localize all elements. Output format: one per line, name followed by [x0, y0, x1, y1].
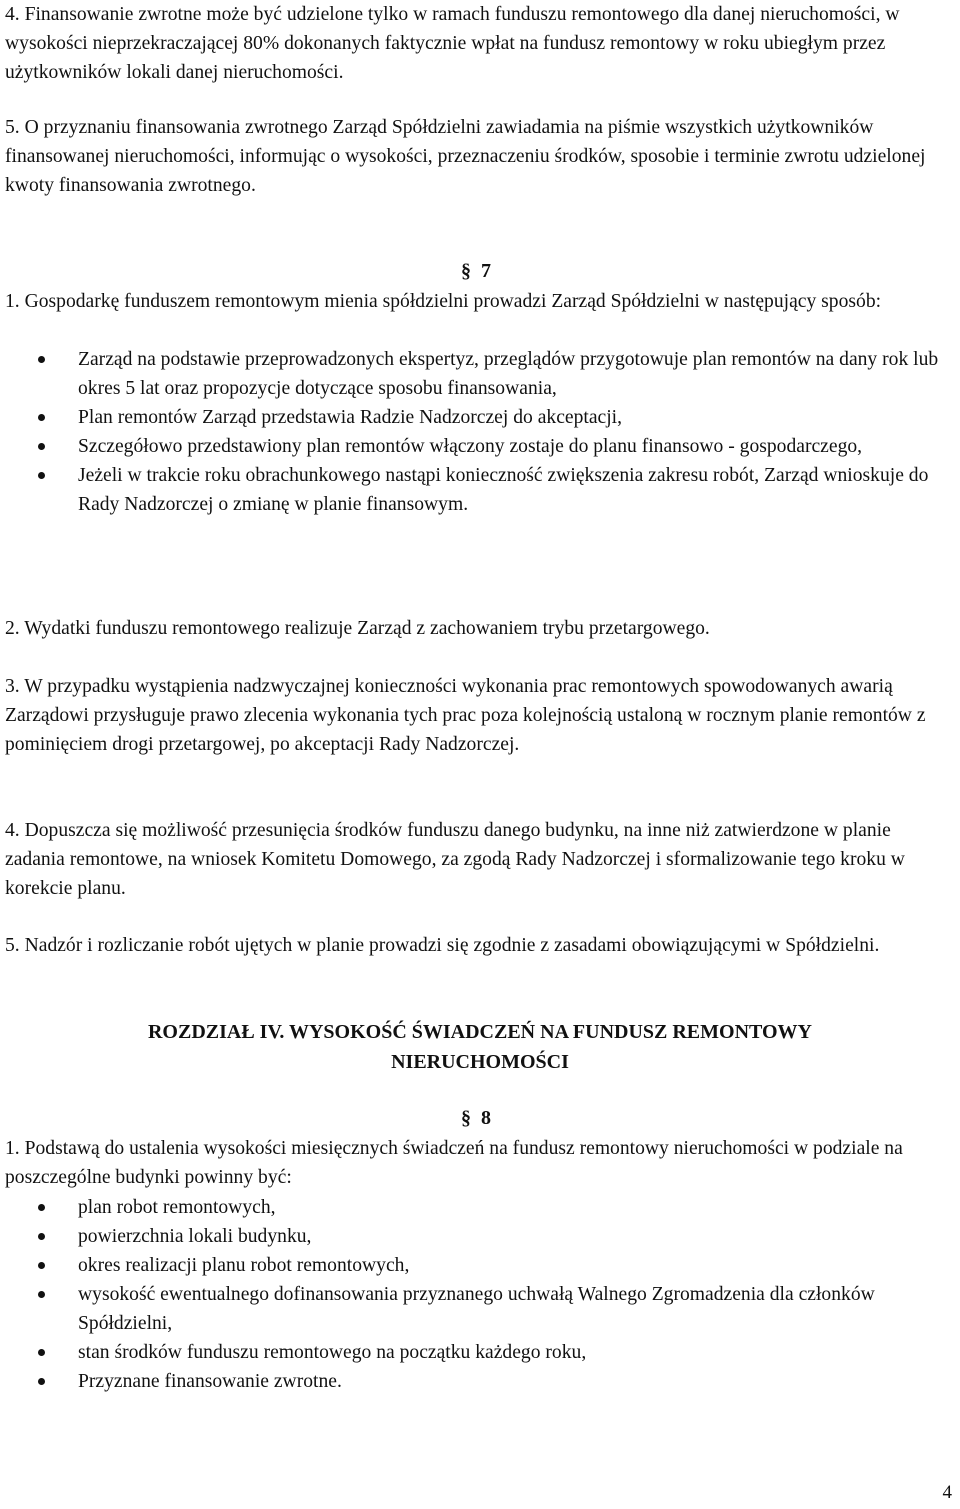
list-item — [5, 461, 957, 519]
list-item — [5, 1367, 957, 1396]
bullet-icon — [38, 356, 45, 363]
list-item — [5, 1251, 957, 1280]
list-item — [5, 432, 957, 461]
bullet-icon — [38, 1349, 45, 1356]
page-number: 4 — [942, 1482, 952, 1503]
list-item-text: Jeżeli w trakcie roku obrachunkowego nastąpi konieczność zwiększenia zakresu robót, Zarząd wnioskuje do Rady Nadzorczej o zmianę w planie finansowym. — [78, 465, 929, 515]
bullet-list-7-1 — [5, 345, 957, 519]
list-item — [5, 345, 957, 403]
paragraph-6-5: 5. O przyznaniu finansowania zwrotnego Zarząd Spółdzielni zawiadamia na piśmie wszystkich użytkowników finansowanej nieruchomości, informując o wysokości, przeznaczeniu środków, sposobie i terminie zwrotu udzielonej kwoty finansowania zwrotnego. — [5, 117, 926, 196]
list-item-text: Szczegółowo przedstawiony plan remontów włączony zostaje do planu finansowo - gospodarczego, — [78, 436, 863, 457]
paragraph-8-1-intro: 1. Podstawą do ustalenia wysokości miesięcznych świadczeń na fundusz remontowy nieruchomości w podziale na poszczególne budynki powinny być: — [5, 1138, 903, 1188]
paragraph-sign: § — [461, 260, 471, 282]
list-item-text: stan środków funduszu remontowego na początku każdego roku, — [78, 1342, 587, 1363]
section-8-heading — [461, 1104, 491, 1133]
chapter-heading-line-1: ROZDZIAŁ IV. WYSOKOŚĆ ŚWIADCZEŃ NA FUNDUSZ REMONTOWY — [147, 1021, 812, 1043]
list-item — [5, 1193, 957, 1222]
list-item — [5, 1338, 957, 1367]
list-item — [5, 1222, 957, 1251]
section-number: 7 — [481, 260, 491, 282]
list-item-text: wysokość ewentualnego dofinansowania przyznanego uchwałą Walnego Zgromadzenia dla członków Spółdzielni, — [78, 1284, 875, 1334]
chapter-heading-line-2: NIERUCHOMOŚCI — [391, 1051, 569, 1073]
paragraph-7-5: 5. Nadzór i rozliczanie robót ujętych w planie prowadzi się zgodnie z zasadami obowiązującymi w Spółdzielni. — [5, 935, 880, 956]
list-item-text: plan robot remontowych, — [78, 1197, 276, 1218]
bullet-icon — [38, 1378, 45, 1385]
list-item-text: okres realizacji planu robot remontowych, — [78, 1255, 410, 1276]
paragraph-7-2: 2. Wydatki funduszu remontowego realizuje Zarząd z zachowaniem trybu przetargowego. — [5, 618, 710, 639]
bullet-icon — [38, 472, 45, 479]
paragraph-7-3: 3. W przypadku wystąpienia nadzwyczajnej konieczności wykonania prac remontowych spowodowanych awarią Zarządowi przysługuje prawo zlecenia wykonania tych prac poza kolejnością ustaloną w rocznym planie remontów z pominięciem drogi przetargowej, po akceptacji Rady Nadzorczej. — [5, 676, 926, 755]
bullet-icon — [38, 1204, 45, 1211]
bullet-icon — [38, 1262, 45, 1269]
list-item-text: powierzchnia lokali budynku, — [78, 1226, 312, 1247]
bullet-icon — [38, 1291, 45, 1298]
bullet-icon — [38, 1233, 45, 1240]
list-item — [5, 403, 957, 432]
list-item-text: Plan remontów Zarząd przedstawia Radzie Nadzorczej do akceptacji, — [78, 407, 623, 428]
list-item — [5, 1280, 957, 1338]
list-item-text: Zarząd na podstawie przeprowadzonych ekspertyz, przeglądów przygotowuje plan remontów na dany rok lub okres 5 lat oraz propozycje dotyczące sposobu finansowania, — [78, 349, 939, 399]
paragraph-sign: § — [461, 1107, 471, 1129]
section-7-heading — [461, 257, 491, 286]
paragraph-6-4: 4. Finansowanie zwrotne może być udzielone tylko w ramach funduszu remontowego dla danej nieruchomości, w wysokości nieprzekraczającej 80% dokonanych faktycznie wpłat na fundusz remontowy w roku ubiegłym przez użytkowników lokali danej nieruchomości. — [5, 4, 900, 83]
list-item-text: Przyznane finansowanie zwrotne. — [78, 1371, 342, 1392]
section-number: 8 — [481, 1107, 491, 1129]
bullet-icon — [38, 414, 45, 421]
paragraph-7-4: 4. Dopuszcza się możliwość przesunięcia środków funduszu danego budynku, na inne niż zatwierdzone w planie zadania remontowe, na wniosek Komitetu Domowego, za zgodą Rady Nadzorczej i sformalizowanie tego kroku w korekcie planu. — [5, 820, 905, 899]
bullet-list-8-1 — [5, 1193, 957, 1396]
paragraph-7-1-intro: 1. Gospodarkę funduszem remontowym mienia spółdzielni prowadzi Zarząd Spółdzielni w następujący sposób: — [5, 291, 882, 312]
bullet-icon — [38, 443, 45, 450]
